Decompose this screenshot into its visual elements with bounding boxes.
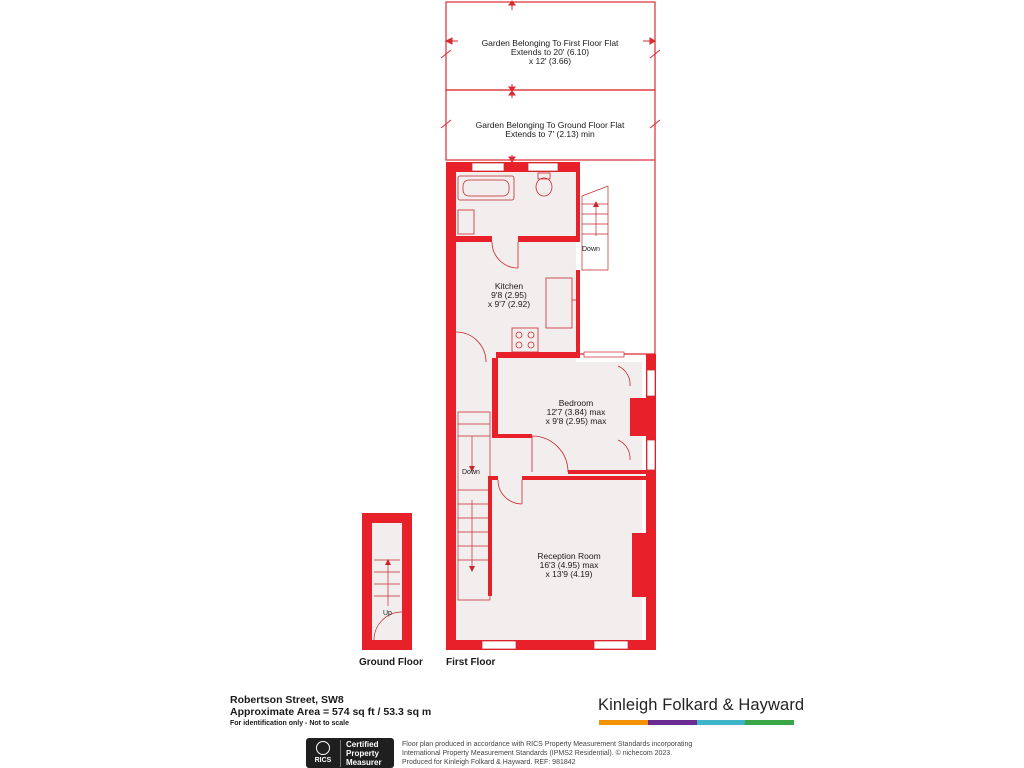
rics-line: Certified: [346, 739, 379, 749]
brand-bar-segment: [697, 720, 746, 725]
rics-logo: [306, 738, 394, 768]
disclaimer-line: Produced for Kinleigh Folkard & Hayward. REF: 981842: [402, 759, 576, 766]
identification-note: For identification only - Not to scale: [230, 720, 350, 727]
brand-bar-segment: [648, 720, 697, 725]
svg-text:Bedroom: Bedroom: [558, 398, 594, 408]
svg-text:Garden Belonging To Ground Flo: Garden Belonging To Ground Floor Flat: [475, 120, 625, 130]
garden-ground-floor-label: [476, 120, 625, 139]
disclaimer-line: International Property Measurement Standards (IPMS2 Residential). © nichecom 2023.: [402, 750, 673, 757]
svg-text:Kitchen: Kitchen: [494, 281, 524, 291]
brand-bar-segment: [745, 720, 794, 725]
property-details: [230, 694, 431, 730]
disclaimer-line: Floor plan produced in accordance with RICS Property Measurement Standards incorporating: [402, 741, 693, 748]
stair-label-up: Up: [383, 610, 392, 617]
brand-color-bar: [599, 720, 794, 725]
stair-label-down-main: Down: [462, 469, 480, 476]
svg-text:16'3 (4.95) max: 16'3 (4.95) max: [539, 560, 599, 570]
property-area: Approximate Area = 574 sq ft / 53.3 sq m: [230, 706, 432, 718]
svg-text:9'8 (2.95): 9'8 (2.95): [491, 290, 527, 300]
globe-icon: [316, 741, 330, 755]
svg-text:Extends to 7' (2.13) min: Extends to 7' (2.13) min: [505, 129, 595, 139]
svg-text:12'7 (3.84) max: 12'7 (3.84) max: [546, 407, 606, 417]
svg-text:x 12' (3.66): x 12' (3.66): [528, 56, 572, 66]
brand-bar-segment: [599, 720, 648, 725]
garden-first-floor-label: [482, 38, 619, 66]
disclaimer: [402, 740, 722, 767]
svg-text:x 13'9 (4.19): x 13'9 (4.19): [545, 569, 593, 579]
rics-line: Measurer: [346, 757, 382, 767]
first-floor-label: First Floor: [446, 657, 496, 668]
svg-text:x 9'8 (2.95) max: x 9'8 (2.95) max: [545, 416, 607, 426]
svg-text:Reception Room: Reception Room: [537, 551, 601, 561]
reception-room-label: [537, 551, 600, 579]
rics-line: Property: [346, 748, 379, 758]
rics-mark-text: RICS: [314, 757, 332, 764]
svg-text:x 9'7 (2.92): x 9'7 (2.92): [487, 299, 531, 309]
rics-mark: [306, 741, 340, 765]
ground-floor-label: Ground Floor: [359, 657, 423, 668]
svg-text:Garden Belonging To First Floo: Garden Belonging To First Floor Flat: [481, 38, 619, 48]
svg-text:Extends to 20' (6.10): Extends to 20' (6.10): [510, 47, 590, 57]
brand-name: Kinleigh Folkard & Hayward: [598, 696, 805, 714]
stair-label-down-rear: Down: [582, 246, 600, 253]
property-address: Robertson Street, SW8: [230, 694, 344, 706]
rics-certified-text: [340, 740, 382, 767]
